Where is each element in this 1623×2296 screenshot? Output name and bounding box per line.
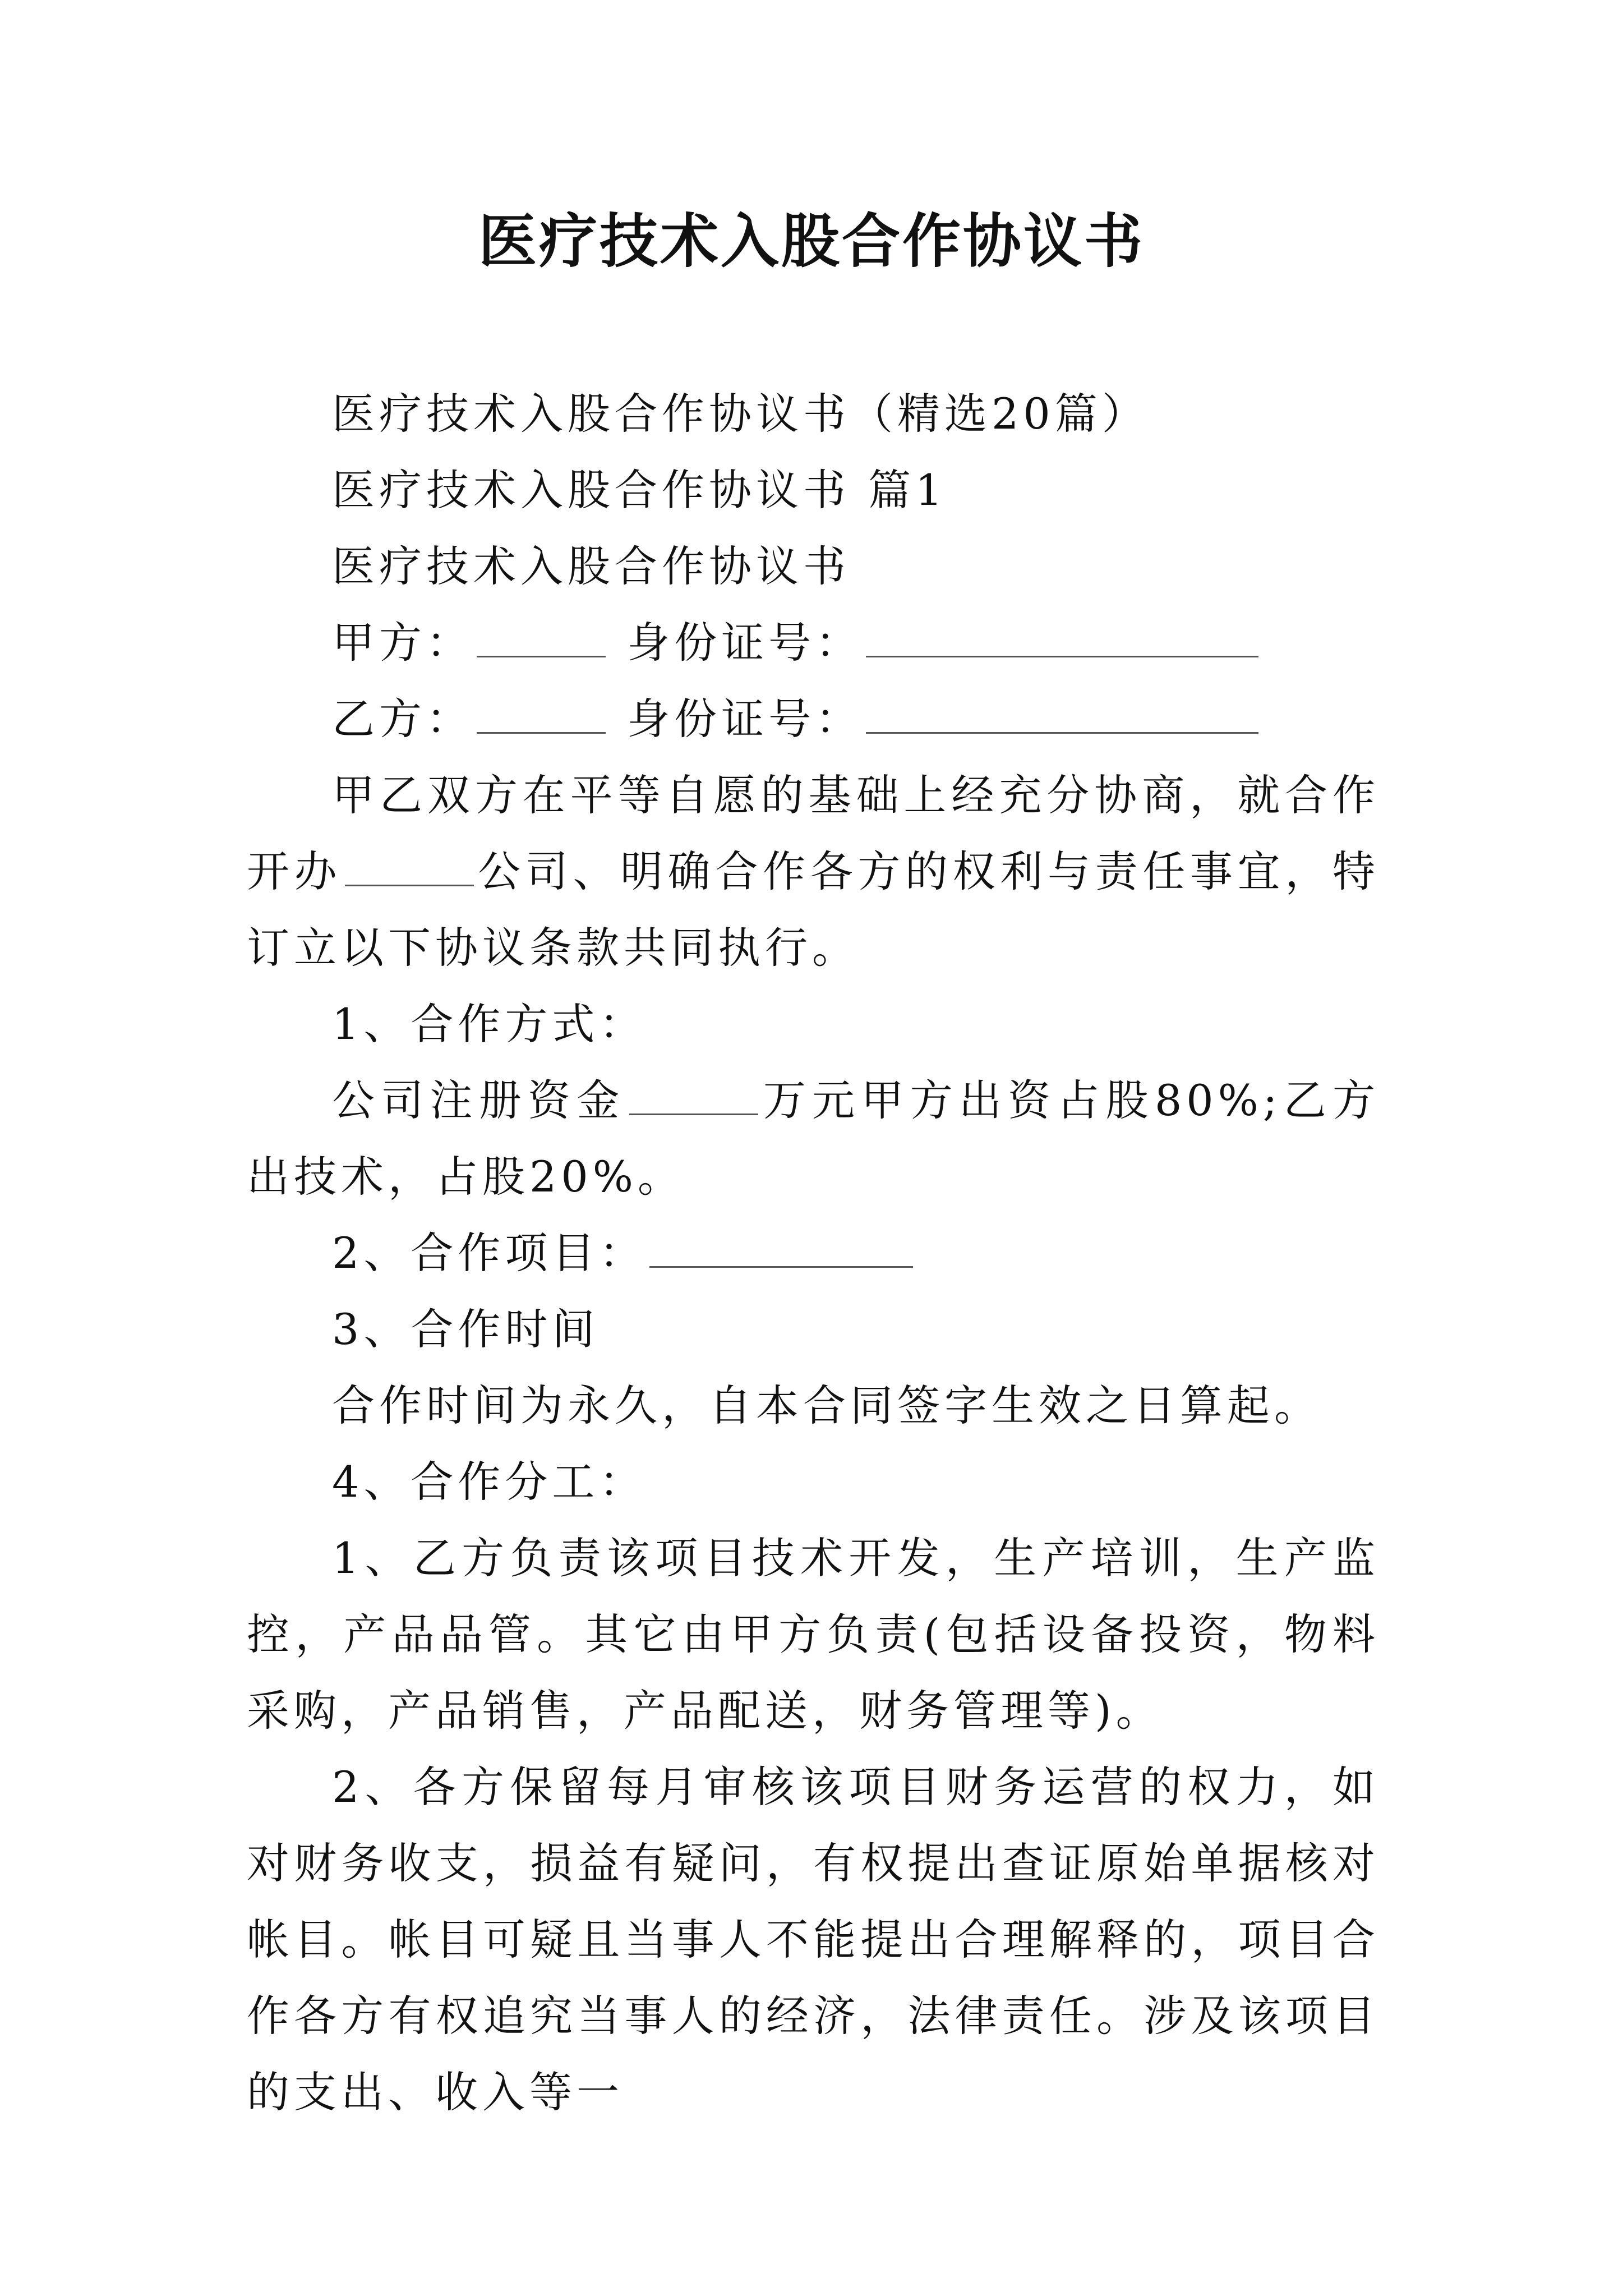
intro-paragraph <box>247 757 1380 986</box>
document-title: 医疗技术入股合作协议书 <box>478 206 1145 275</box>
project-name-blank <box>649 1231 913 1268</box>
party-a-label: 甲方： <box>332 618 473 668</box>
party-a-id-blank <box>866 621 1258 657</box>
section-heading: 医疗技术入股合作协议书 篇1 <box>332 465 947 515</box>
party-b-line <box>247 681 1380 757</box>
party-a-id-label: 身份证号： <box>627 618 863 668</box>
clause4-item-1: 1、乙方负责该项目技术开发，生产培训，生产监控，产品品管。其它由甲方负责(包括设备投资，物料采购，产品销售，产品配送，财务管理等)。 <box>247 1533 1380 1736</box>
party-a-name-blank <box>477 621 606 657</box>
party-b-name-blank <box>477 697 606 734</box>
clause1-text-end: 万元甲方出资占股80%;乙方出技术，占股20%。 <box>247 1075 1380 1202</box>
clause4-heading: 4、合作分工： <box>332 1457 647 1507</box>
party-b-id-blank <box>866 697 1258 734</box>
clause1-heading: 1、合作方式： <box>332 999 647 1049</box>
party-b-label: 乙方： <box>332 694 473 744</box>
capital-amount-blank <box>629 1079 758 1115</box>
company-name-blank <box>345 850 474 886</box>
clause2-line <box>247 1215 1380 1291</box>
clause1-text-start: 公司注册资金 <box>332 1075 626 1125</box>
party-b-id-label: 身份证号： <box>627 694 863 744</box>
clause3-heading: 3、合作时间 <box>332 1304 600 1354</box>
clause1-text <box>247 1062 1380 1215</box>
intro-start: 甲乙双方在平等自愿的基础上经充分协商，就合作开办 <box>247 770 1380 896</box>
subtitle: 医疗技术入股合作协议书（精选20篇） <box>332 389 1149 439</box>
clause4-item-2: 2、各方保留每月审核该项目财务运营的权力，如对财务收支，损益有疑问，有权提出查证原始单据核对帐目。帐目可疑且当事人不能提出合理解释的，项目合作各方有权追究当事人的经济，法律责任。涉及该项目的支出、收入等一 <box>247 1762 1380 2117</box>
party-a-line <box>247 605 1380 681</box>
agreement-title: 医疗技术入股合作协议书 <box>332 541 850 591</box>
clause2-heading: 2、合作项目： <box>332 1228 647 1278</box>
intro-end: 公司、明确合作各方的权利与责任事宜，特订立以下协议条款共同执行。 <box>247 846 1380 973</box>
document-body <box>247 376 1380 2131</box>
clause3-text: 合作时间为永久，自本合同签字生效之日算起。 <box>332 1381 1321 1430</box>
